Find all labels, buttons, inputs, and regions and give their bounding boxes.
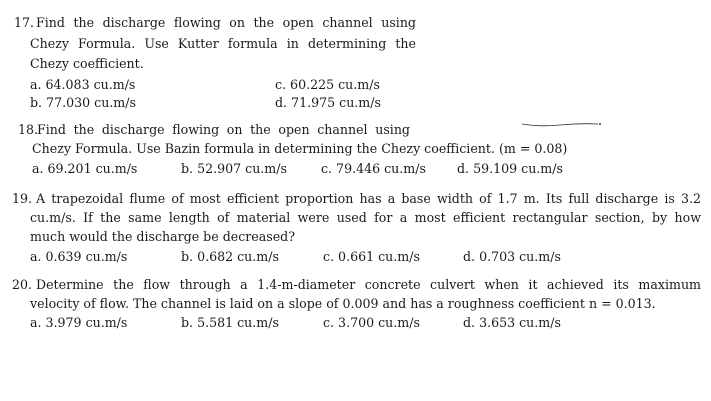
question-text-line: cu.m/s. If the same length of material were used for a most efficient rectangular section, by how (30, 210, 701, 225)
question-text-line: Chezy Formula. Use Bazin formula in determining the Chezy coefficient. (m = 0.08) (32, 141, 568, 156)
question-text-line: A trapezoidal flume of most efficient proportion has a base width of 1.7 m. Its full discharge is 3.2 (36, 191, 701, 206)
choice-d: d. 71.975 cu.m/s (275, 95, 381, 110)
pen-mark (520, 118, 604, 130)
choice-a: a. 69.201 cu.m/s (32, 161, 138, 176)
question-number: 19. (12, 191, 33, 206)
choice-b: b. 52.907 cu.m/s (181, 161, 287, 176)
choice-b: b. 77.030 cu.m/s (30, 95, 136, 110)
choice-c: c. 60.225 cu.m/s (275, 77, 380, 92)
question-number: 17. (14, 15, 35, 30)
question-text-line: Chezy Formula. Use Kutter formula in determining the (30, 36, 416, 51)
choice-c: c. 3.700 cu.m/s (323, 315, 420, 330)
choice-a: a. 0.639 cu.m/s (30, 249, 128, 264)
question-number: 20. (12, 277, 33, 292)
question-text-line: Determine the flow through a 1.4-m-diameter concrete culvert when it achieved its maximum (36, 277, 701, 292)
choice-d: d. 59.109 cu.m/s (457, 161, 563, 176)
question-text-line: Find the discharge flowing on the open channel using (36, 15, 416, 30)
question-number: 18. (18, 122, 39, 137)
question-text-line: Find the discharge flowing on the open channel using (37, 122, 410, 137)
choice-c: c. 79.446 cu.m/s (321, 161, 426, 176)
choice-d: d. 3.653 cu.m/s (463, 315, 561, 330)
question-text-line: much would the discharge be decreased? (30, 229, 295, 244)
choice-a: a. 3.979 cu.m/s (30, 315, 128, 330)
choice-d: d. 0.703 cu.m/s (463, 249, 561, 264)
choice-a: a. 64.083 cu.m/s (30, 77, 136, 92)
choice-b: b. 5.581 cu.m/s (181, 315, 279, 330)
question-text-line: Chezy coefficient. (30, 56, 144, 71)
choice-b: b. 0.682 cu.m/s (181, 249, 279, 264)
question-text-line: velocity of flow. The channel is laid on a slope of 0.009 and has a roughness coefficient n = 0.013. (30, 296, 656, 311)
choice-c: c. 0.661 cu.m/s (323, 249, 420, 264)
